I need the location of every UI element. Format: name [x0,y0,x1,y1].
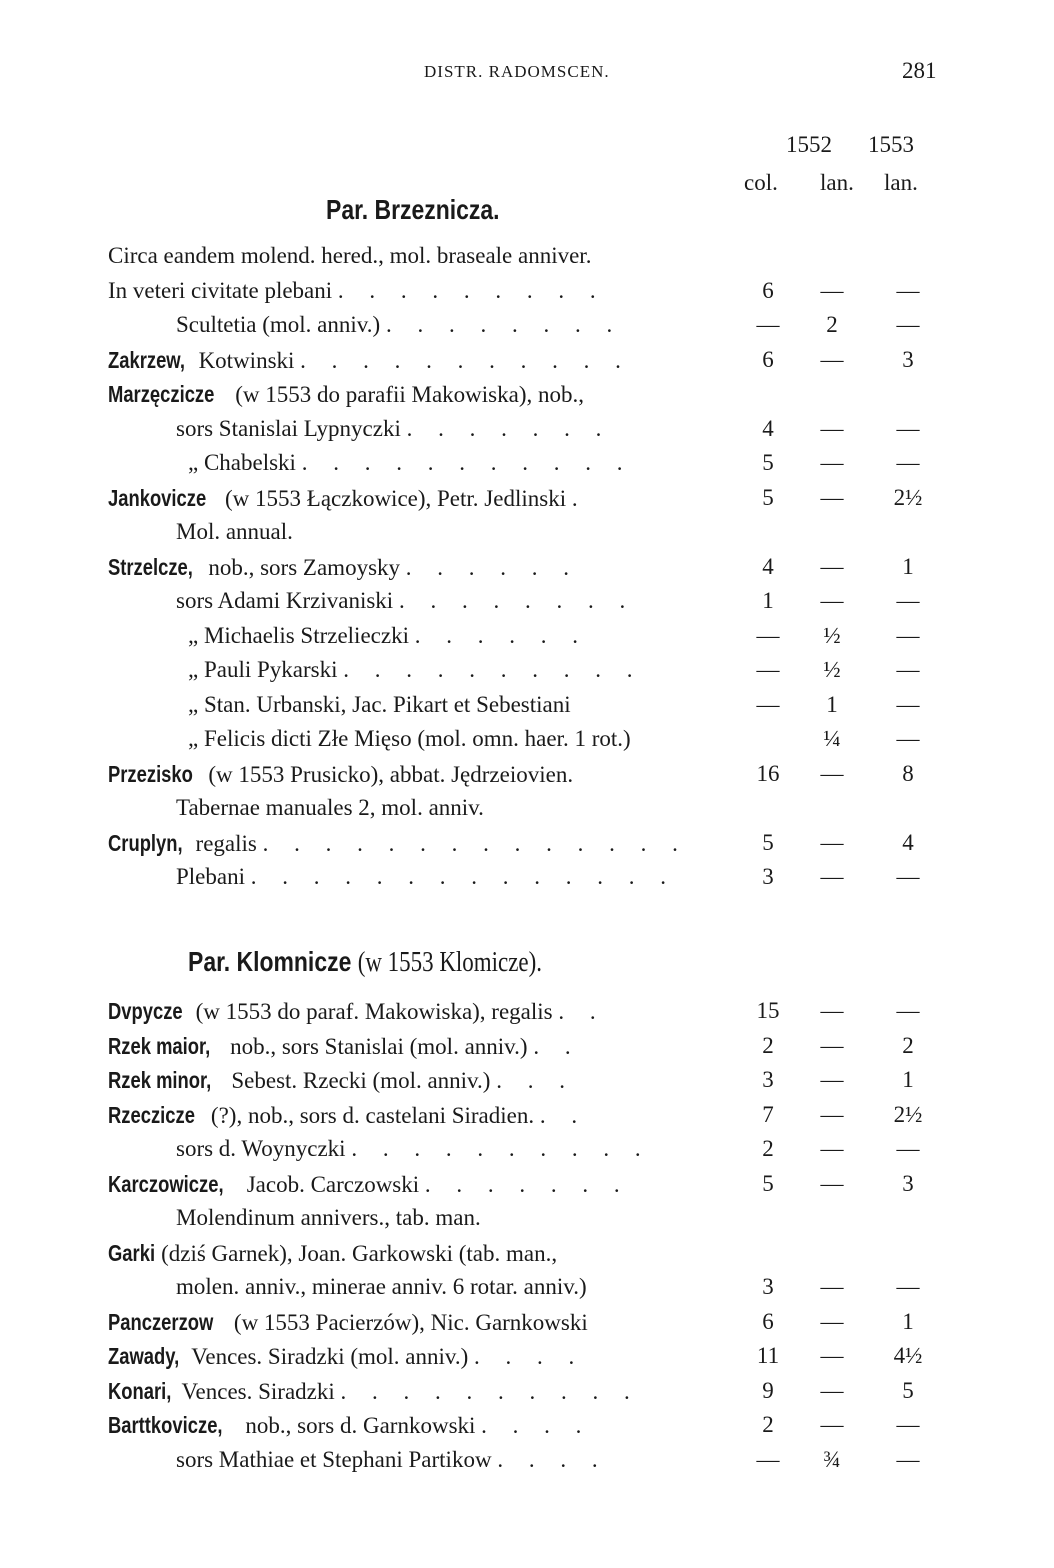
value-c3: — [896,864,920,889]
place-name: Jankovicze [108,484,207,511]
table-row [0,243,1054,277]
value-c1: 4 [762,553,774,579]
value-c2: — [820,1308,844,1334]
entry-description: Mol. annual. [176,519,293,544]
value-c2: 1 [826,691,838,717]
table-row [0,1274,1054,1308]
value-c3: 1 [902,553,914,579]
entry-description: Tabernae manuales 2, mol. anniv. [176,795,484,820]
table-row [0,1033,1054,1067]
entry-text [176,312,622,338]
table-row [0,381,1054,415]
table-row [0,864,1054,898]
value-c1: 3 [762,1067,774,1092]
value-c2: — [820,415,844,441]
leader-dots: . . . . . . . . . [337,277,606,303]
place-name: Dvpycze [108,998,183,1024]
entry-description: Vences. Siradzki (mol. anniv.) [191,1344,469,1369]
table-row [0,519,1054,553]
value-c2: — [820,553,844,579]
value-c2: — [820,484,844,510]
value-c3: 8 [902,760,914,786]
place-name: Przezisko [108,760,193,787]
value-c2: ¾ [823,1446,841,1472]
entry-text [108,485,578,512]
value-c1: 5 [762,829,774,855]
value-c1: 3 [762,864,774,889]
table-row [0,588,1054,622]
table-row [0,1378,1054,1412]
leader-dots: . . [539,1102,588,1128]
leader-dots: . . . . . . . . . . . . . . [262,830,688,856]
leader-dots: . . . . [481,1413,592,1438]
entry-description: Jacob. Carczowski [246,1171,420,1197]
place-name: Barttkovicze, [108,1412,223,1438]
entry-text [108,347,631,374]
entry-text [176,1447,608,1473]
page-number: 281 [902,58,937,83]
value-c1: 6 [762,1308,774,1334]
value-c2: ½ [823,622,841,648]
entry-text [176,795,484,821]
entry-text [108,830,688,857]
entry-text [188,726,631,752]
table-row [0,450,1054,484]
entry-text [108,1102,587,1129]
col1-year: 1552 [786,132,832,157]
value-c1: 16 [756,760,780,786]
entry-description: „ Michaelis Strzelieczki [188,622,409,648]
value-c3: — [896,1412,920,1437]
entry-text [188,692,571,718]
value-c2: — [820,1412,844,1437]
value-c3: — [896,691,920,717]
entry-text [108,1343,584,1370]
value-c3: 3 [902,346,914,372]
value-c1: — [756,312,780,337]
value-c2: — [820,1274,844,1299]
value-c1: 5 [762,484,774,510]
value-c2: — [820,450,844,475]
value-c2: — [820,760,844,786]
value-c3: — [896,1446,920,1472]
table-row [0,1136,1054,1170]
table-row [0,726,1054,760]
entry-text [108,998,606,1025]
table-row [0,830,1054,864]
entry-text [108,1171,630,1198]
value-c1: 4 [762,415,774,441]
value-c3: — [896,1274,920,1299]
value-c3: — [896,277,920,303]
col3-year: 1553 [868,132,914,157]
table-row [0,657,1054,691]
value-c2: — [820,1170,844,1196]
value-c2: — [820,1032,844,1058]
value-c1: — [756,1446,780,1472]
value-c3: — [896,450,920,475]
value-c2: — [820,829,844,855]
table-row [0,623,1054,657]
entry-text [188,657,643,683]
entry-text [176,588,635,614]
entry-text [176,519,293,545]
entry-description: sors d. Woynyczki [176,1136,346,1161]
table-row [0,692,1054,726]
leader-dots: . . . . . . . . . . . . . . [250,864,676,889]
table-row [0,795,1054,829]
value-c1: 2 [762,1136,774,1161]
value-c2: — [820,1067,844,1092]
entry-description: (w 1553 Pacierzów), Nic. Garnkowski [233,1309,588,1335]
entry-text [176,1136,651,1162]
entry-description: Circa eandem molend. hered., mol. braseale anniver. [108,243,592,268]
value-c3: 3 [902,1170,914,1196]
value-c2: — [820,588,844,613]
place-name: Rzek maior, [108,1032,211,1059]
table-row [0,485,1054,519]
place-name: Zawady, [108,1343,180,1369]
value-c2: — [820,277,844,303]
leader-dots: . . [533,1033,581,1059]
value-c2: — [820,1101,844,1127]
leader-dots: . . . . . . . . . . . [300,347,631,373]
entry-description: „ Stan. Urbanski, Jac. Pikart et Sebestiani [188,691,571,717]
parish-title: Par. Klomnicze [188,946,352,977]
entry-text [108,1378,640,1405]
entry-description: Sebest. Rzecki (mol. anniv.) [231,1068,491,1093]
value-c2: 2 [826,312,838,337]
entry-description: Kotwinski [198,347,295,373]
entry-description: (w 1553 do paraf. Makowiska), regalis [195,999,553,1024]
entry-description: „ Felicis dicti Złe Mięso (mol. omn. haer. 1 rot.) [188,726,631,751]
value-c3: 1 [902,1308,914,1334]
leader-dots: . . . . . . . [424,1171,630,1197]
value-c1: — [756,691,780,717]
entry-text [108,381,584,408]
leader-dots: . . . . . . . [406,415,612,441]
value-c2: ¼ [823,726,841,751]
col1-unit: col. [744,170,778,195]
table-row [0,347,1054,381]
entry-description: sors Adami Krzivaniski [176,588,394,613]
col2-unit: lan. [820,170,854,195]
entry-description: (w 1553 Prusicko), abbat. Jędrzeiovien. [208,761,574,787]
place-name: Marzęczicze [108,381,215,407]
entry-text [188,623,588,649]
entry-text [176,864,676,890]
leader-dots: . . [558,999,606,1024]
entry-text [176,1274,587,1300]
entry-text [108,243,591,269]
entry-text [108,554,579,581]
table-row [0,312,1054,346]
table-row [0,1067,1054,1101]
leader-dots: . . . [496,1068,575,1093]
place-name: Zakrzew, [108,346,186,373]
entry-text [108,761,573,788]
entry-text [188,450,632,476]
table-row [0,1447,1054,1481]
entry-description: Scultetia (mol. anniv.) [176,312,381,337]
value-c3: — [896,998,920,1023]
place-name: Garki [108,1239,156,1266]
place-name: Cruplyn, [108,829,183,856]
entry-description: Vences. Siradzki [181,1378,335,1404]
entry-description: Molendinum annivers., tab. man. [176,1205,481,1230]
value-c3: — [896,1136,920,1161]
value-c3: 4 [902,829,914,855]
parish-title-note: (w 1553 Klomicze). [357,947,542,978]
entry-text [176,1205,481,1231]
table-row [0,1309,1054,1343]
value-c3: — [896,657,920,682]
value-c3: 2 [902,1032,914,1058]
value-c1: 2 [762,1032,774,1058]
entry-description: molen. anniv., minerae anniv. 6 rotar. anniv.) [176,1274,587,1299]
entry-text [108,1309,588,1336]
value-c3: — [896,588,920,613]
value-c1: 3 [762,1274,774,1299]
value-c1: 5 [762,450,774,475]
entry-text [176,416,611,442]
value-c3: 5 [902,1377,914,1403]
value-c1: 6 [762,346,774,372]
entry-text [108,1412,591,1439]
table-row [0,1240,1054,1274]
leader-dots: . . . . . . . . . . [340,1378,640,1404]
leader-dots: . . . . . . . . . . . [301,450,633,475]
place-name: Karczowicze, [108,1170,224,1197]
running-title: DISTR. RADOMSCEN. [424,62,610,81]
value-c1: 2 [762,1412,774,1437]
value-c1: — [756,657,780,682]
leader-dots: . . . . [474,1344,585,1369]
table-row [0,1102,1054,1136]
place-name: Rzek minor, [108,1067,212,1093]
place-name: Strzelcze, [108,553,193,580]
entry-text [108,1067,575,1094]
table-row [0,278,1054,312]
value-c3: — [896,622,920,648]
table-row [0,416,1054,450]
value-c3: — [896,415,920,441]
col3-unit: lan. [884,170,918,195]
entry-text [108,278,606,304]
entry-description: „ Chabelski [188,450,296,475]
value-c2: — [820,1136,844,1161]
value-c3: — [896,726,920,751]
place-name: Panczerzow [108,1308,214,1335]
value-c1: — [756,622,780,648]
value-c2: ½ [823,657,841,682]
table-row [0,1171,1054,1205]
value-c2: — [820,998,844,1023]
value-c1: 5 [762,1170,774,1196]
entry-description: (w 1553 do parafii Makowiska), nob., [235,382,584,407]
value-c1: 9 [762,1377,774,1403]
entry-description: nob., sors d. Garnkowski [245,1413,476,1438]
entry-description: sors Mathiae et Stephani Partikow [176,1446,492,1472]
leader-dots: . . . . . . . . [385,312,623,337]
table-row [0,1205,1054,1239]
entry-text [108,1240,557,1267]
entry-description: (w 1553 Łączkowice), Petr. Jedlinski . [225,485,578,511]
entry-description: Plebani [176,864,245,889]
running-head [0,58,1054,92]
leader-dots: . . . . . . [414,622,588,648]
value-c2: — [820,346,844,372]
leader-dots: . . . . . . . . [398,588,636,613]
entry-description: sors Stanislai Lypnyczki [176,415,401,441]
value-c2: — [820,1343,844,1368]
value-c1: 6 [762,277,774,303]
table-row [0,761,1054,795]
value-c1: 7 [762,1101,774,1127]
entry-description: (?), nob., sors d. castelani Siradien. [210,1102,535,1128]
parish-title: Par. Brzeznicza. [326,194,500,225]
parish-heading-klomnicze [188,946,542,979]
entry-description: (dziś Garnek), Joan. Garkowski (tab. man., [161,1240,558,1266]
value-c2: — [820,864,844,889]
value-c1: 15 [756,998,780,1023]
entry-description: nob., sors Stanislai (mol. anniv.) [230,1033,528,1059]
entry-description: „ Pauli Pykarski [188,657,338,682]
value-c3: 2½ [893,484,923,510]
entry-description: In veteri civitate plebani [108,277,333,303]
table-row [0,1343,1054,1377]
value-c1: 1 [762,588,774,613]
table-row [0,998,1054,1032]
value-c3: 4½ [893,1343,923,1368]
value-c2: — [820,1377,844,1403]
table-row [0,1412,1054,1446]
place-name: Konari, [108,1377,172,1404]
leader-dots: . . . . . . . . . . [343,657,643,682]
leader-dots: . . . . . . . . . . [351,1136,651,1161]
place-name: Rzeczicze [108,1101,195,1128]
value-c3: — [896,312,920,337]
value-c3: 1 [902,1067,914,1092]
entry-description: regalis [195,830,257,856]
table-row [0,554,1054,588]
leader-dots: . . . . . . [405,554,580,580]
leader-dots: . . . . [497,1446,608,1472]
entry-description: nob., sors Zamoysky [208,554,401,580]
value-c1: 11 [756,1343,780,1368]
entry-text [108,1033,581,1060]
parish-heading-brzeznicza [326,194,500,226]
value-c3: 2½ [893,1101,923,1127]
